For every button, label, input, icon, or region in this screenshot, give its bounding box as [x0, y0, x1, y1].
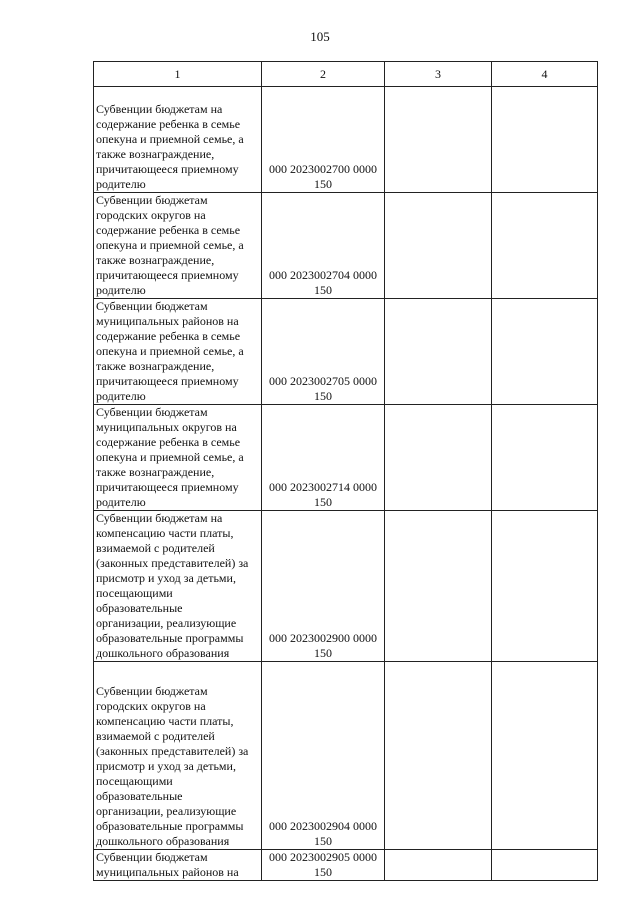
- row-name: Субвенции бюджетам муниципальных районов на: [94, 850, 262, 881]
- row-col3: [385, 405, 492, 511]
- row-code: 000 2023002714 0000 150: [262, 405, 385, 511]
- budget-table: [93, 61, 598, 881]
- row-col4: [492, 662, 598, 850]
- row-code: 000 2023002905 0000 150: [262, 850, 385, 881]
- table-row: [94, 87, 598, 193]
- table-row: [94, 511, 598, 662]
- table-row: [94, 193, 598, 299]
- row-col3: [385, 511, 492, 662]
- row-name: Субвенции бюджетам городских округов на содержание ребенка в семье опекуна и приемной семье, а также вознаграждение, причитающееся приемному родителю: [94, 193, 262, 299]
- row-col4: [492, 405, 598, 511]
- row-col4: [492, 193, 598, 299]
- row-code: 000 2023002900 0000 150: [262, 511, 385, 662]
- row-code: 000 2023002704 0000 150: [262, 193, 385, 299]
- row-name: Субвенции бюджетам на содержание ребенка в семье опекуна и приемной семье, а также вознаграждение, причитающееся приемному родителю: [94, 87, 262, 193]
- row-name: Субвенции бюджетам муниципальных округов на содержание ребенка в семье опекуна и приемной семье, а также вознаграждение, причитающееся приемному родителю: [94, 405, 262, 511]
- row-name: Субвенции бюджетам городских округов на компенсацию части платы, взимаемой с родителей (законных представителей) за присмотр и уход за детьми, посещающими образовательные организации, реализующие образовательные программы дошкольного образования: [94, 662, 262, 850]
- page-number: 105: [310, 29, 330, 44]
- row-code: 000 2023002700 0000 150: [262, 87, 385, 193]
- table-row: [94, 850, 598, 881]
- column-header-4: 4: [492, 62, 598, 87]
- row-col4: [492, 87, 598, 193]
- table-row: [94, 299, 598, 405]
- row-code: 000 2023002904 0000 150: [262, 662, 385, 850]
- row-col4: [492, 299, 598, 405]
- row-name: Субвенции бюджетам на компенсацию части платы, взимаемой с родителей (законных представителей) за присмотр и уход за детьми, посещающими образовательные организации, реализующие образовательные программы дошкольного образования: [94, 511, 262, 662]
- row-col4: [492, 511, 598, 662]
- column-header-1: 1: [94, 62, 262, 87]
- row-col3: [385, 87, 492, 193]
- table-header-row: [94, 62, 598, 87]
- row-col3: [385, 193, 492, 299]
- row-name: Субвенции бюджетам муниципальных районов на содержание ребенка в семье опекуна и приемной семье, а также вознаграждение, причитающееся приемному родителю: [94, 299, 262, 405]
- row-code: 000 2023002705 0000 150: [262, 299, 385, 405]
- table-row: [94, 662, 598, 850]
- row-col4: [492, 850, 598, 881]
- column-header-2: 2: [262, 62, 385, 87]
- row-col3: [385, 662, 492, 850]
- row-col3: [385, 299, 492, 405]
- row-col3: [385, 850, 492, 881]
- column-header-3: 3: [385, 62, 492, 87]
- table-row: [94, 405, 598, 511]
